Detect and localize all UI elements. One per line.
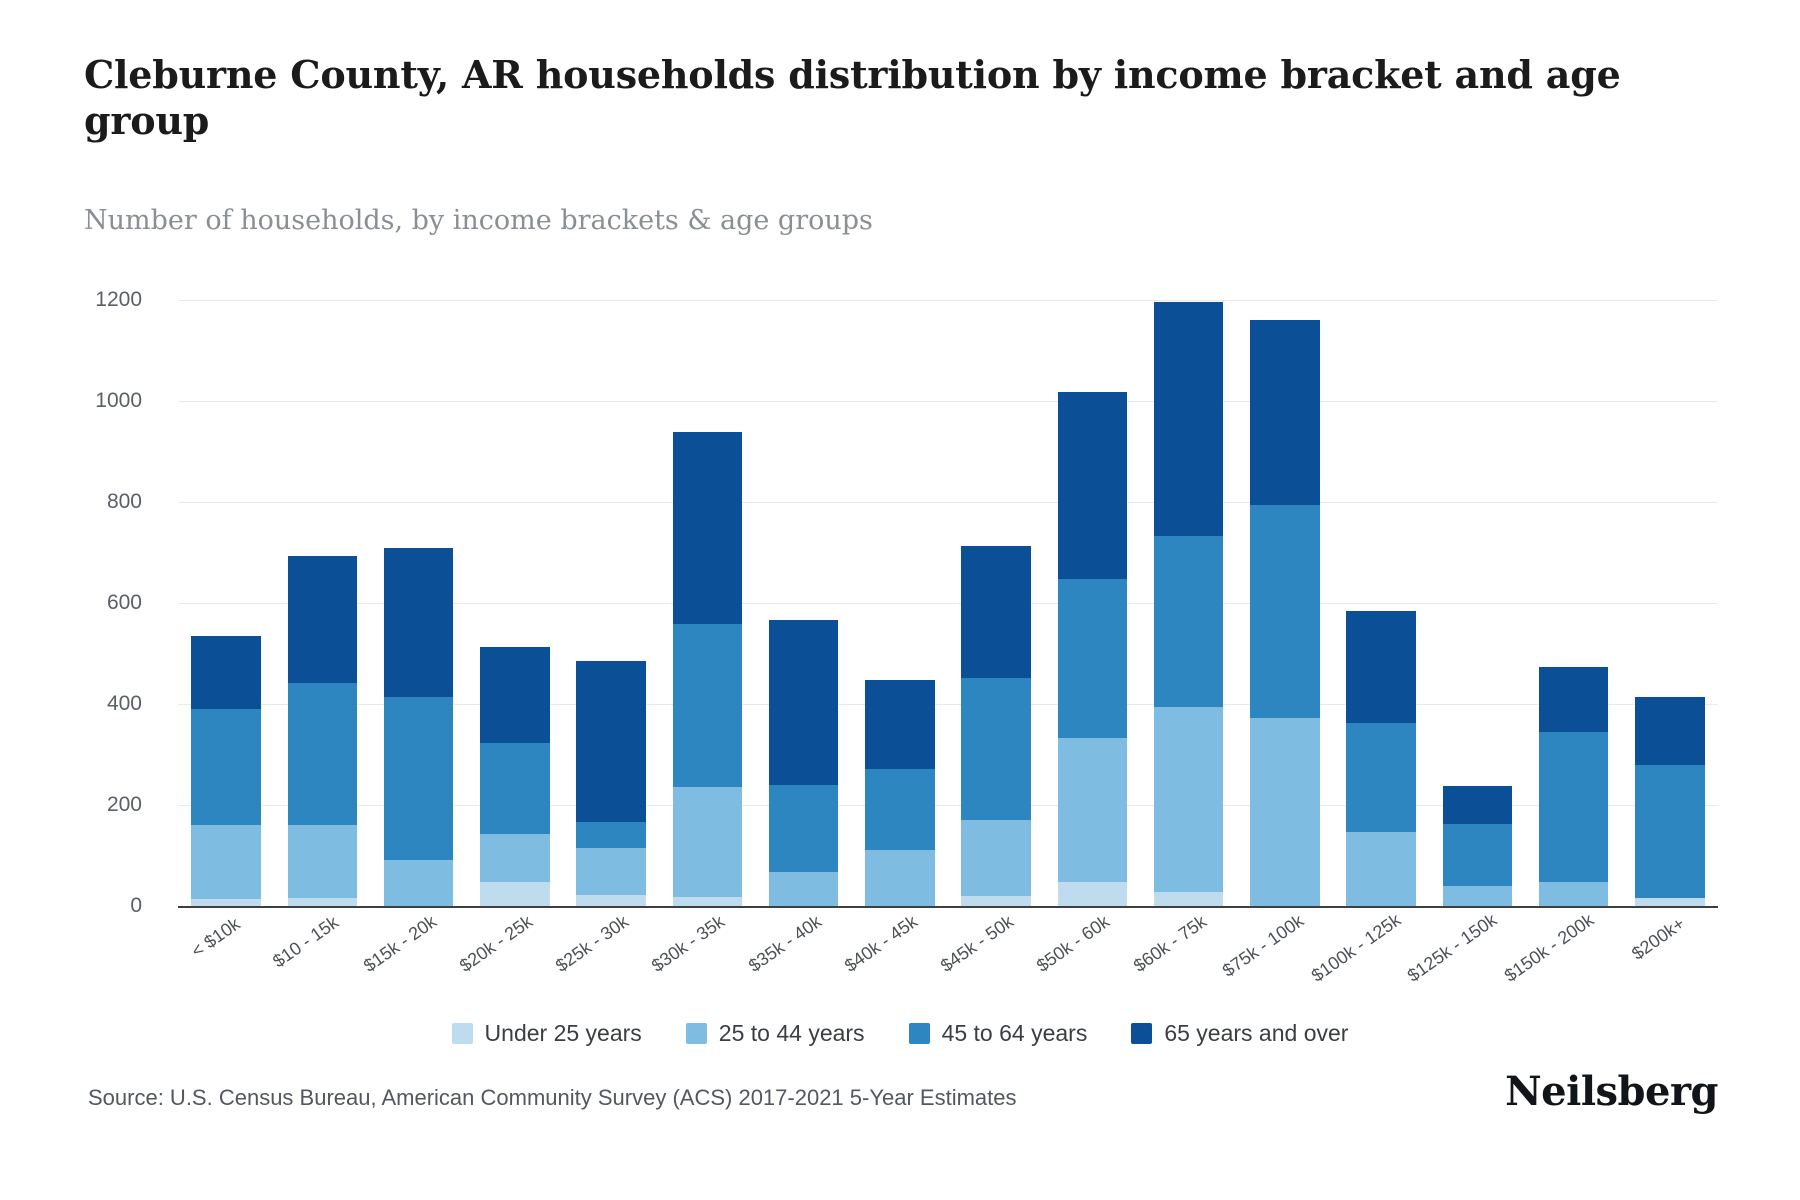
bar-segment[interactable] xyxy=(288,898,357,906)
bar-segment[interactable] xyxy=(480,647,549,743)
stacked-bar[interactable] xyxy=(1058,392,1127,906)
bar-segment[interactable] xyxy=(1539,732,1608,882)
bar-segment[interactable] xyxy=(769,620,838,785)
legend-swatch-icon xyxy=(909,1023,930,1044)
bar-segment[interactable] xyxy=(1443,886,1512,906)
stacked-bar[interactable] xyxy=(1539,667,1608,906)
x-tick-label: $35k - 40k xyxy=(744,911,825,976)
stacked-bar[interactable] xyxy=(480,647,549,906)
legend-swatch-icon xyxy=(686,1023,707,1044)
bar-segment[interactable] xyxy=(673,787,742,897)
brand-logo: Neilsberg xyxy=(1505,1068,1718,1115)
y-tick-label: 400 xyxy=(106,692,142,715)
bar-segment[interactable] xyxy=(1058,738,1127,882)
x-slot xyxy=(1500,909,1622,1032)
legend-item[interactable] xyxy=(686,1020,865,1047)
x-tick-label: $150k - 200k xyxy=(1500,909,1598,986)
stacked-bar[interactable] xyxy=(288,556,357,906)
x-tick-label: $125k - 150k xyxy=(1404,909,1501,986)
bar-slot xyxy=(274,300,370,906)
stacked-bar[interactable] xyxy=(191,636,260,906)
bar-segment[interactable] xyxy=(673,432,742,624)
bar-segment[interactable] xyxy=(384,548,453,696)
legend-item[interactable] xyxy=(909,1020,1088,1047)
legend-label: Under 25 years xyxy=(484,1020,642,1046)
bar-segment[interactable] xyxy=(191,825,260,899)
y-tick-label: 0 xyxy=(130,894,142,917)
stacked-bar[interactable] xyxy=(961,546,1030,906)
x-tick-label: $40k - 45k xyxy=(840,911,921,976)
bar-segment[interactable] xyxy=(769,785,838,872)
bar-segment[interactable] xyxy=(576,661,645,822)
stacked-bar[interactable] xyxy=(769,620,838,906)
stacked-bar[interactable] xyxy=(1635,697,1704,906)
bar-segment[interactable] xyxy=(1154,536,1223,707)
x-slot xyxy=(1129,911,1237,1032)
bar-segment[interactable] xyxy=(961,678,1030,820)
stacked-bar[interactable] xyxy=(865,680,934,906)
chart-legend xyxy=(0,1020,1800,1047)
page-title: Cleburne County, AR households distribution by income bracket and age group xyxy=(84,52,1621,144)
bar-slot xyxy=(467,300,563,906)
stacked-bar[interactable] xyxy=(673,432,742,906)
bar-segment[interactable] xyxy=(1443,824,1512,886)
bar-segment[interactable] xyxy=(1154,302,1223,536)
x-tick-label: $75k - 100k xyxy=(1218,910,1308,981)
bar-segment[interactable] xyxy=(1346,832,1415,906)
bar-segment[interactable] xyxy=(384,697,453,860)
bar-segment[interactable] xyxy=(288,556,357,683)
x-tick-label: < $10k xyxy=(187,913,244,962)
x-slot xyxy=(1622,912,1718,1032)
y-tick-label: 1200 xyxy=(95,288,142,311)
bar-segment[interactable] xyxy=(576,848,645,894)
bar-segment[interactable] xyxy=(191,899,260,906)
legend-swatch-icon xyxy=(1131,1023,1152,1044)
bar-segment[interactable] xyxy=(191,709,260,826)
bar-slot xyxy=(1526,300,1622,906)
bar-slot xyxy=(659,300,755,906)
bar-slot xyxy=(371,300,467,906)
bar-segment[interactable] xyxy=(480,882,549,906)
legend-item[interactable] xyxy=(1131,1020,1348,1047)
bar-slot xyxy=(1622,300,1718,906)
bar-segment[interactable] xyxy=(865,850,934,906)
stacked-bar[interactable] xyxy=(1346,611,1415,906)
bar-segment[interactable] xyxy=(865,680,934,769)
plot-area xyxy=(178,300,1718,906)
bar-slot xyxy=(852,300,948,906)
x-slot xyxy=(551,911,659,1032)
bar-segment[interactable] xyxy=(576,895,645,906)
y-tick-label: 600 xyxy=(106,591,142,614)
x-tick-label: $45k - 50k xyxy=(936,911,1018,976)
bar-segment[interactable] xyxy=(673,897,742,906)
y-tick-label: 800 xyxy=(106,490,142,513)
stacked-bar[interactable] xyxy=(384,548,453,906)
legend-swatch-icon xyxy=(452,1023,473,1044)
bar-segment[interactable] xyxy=(1635,898,1704,906)
legend-item[interactable] xyxy=(452,1020,642,1047)
x-tick-label: $25k - 30k xyxy=(551,911,633,976)
bar-slot xyxy=(1429,300,1525,906)
legend-label: 45 to 64 years xyxy=(941,1020,1088,1046)
bar-segment[interactable] xyxy=(865,769,934,850)
bar-segment[interactable] xyxy=(480,743,549,834)
x-slot xyxy=(936,911,1044,1032)
x-slot xyxy=(359,911,467,1032)
x-slot xyxy=(744,911,852,1032)
bar-slot xyxy=(1141,300,1237,906)
bar-segment[interactable] xyxy=(1346,723,1415,832)
x-slot xyxy=(455,911,563,1032)
bar-segment[interactable] xyxy=(1539,667,1608,732)
axis-line-zero xyxy=(178,906,1718,908)
bar-segment[interactable] xyxy=(1250,505,1319,718)
x-slot xyxy=(648,911,755,1032)
bar-slot xyxy=(178,300,274,906)
x-tick-label: $10 - 15k xyxy=(269,911,343,972)
bar-segment[interactable] xyxy=(1250,718,1319,906)
stacked-bar[interactable] xyxy=(576,661,645,906)
bar-slot xyxy=(1237,300,1333,906)
x-tick-label: $200k+ xyxy=(1627,913,1689,964)
bar-slot xyxy=(1044,300,1140,906)
bar-series-container xyxy=(178,300,1718,906)
bar-segment[interactable] xyxy=(673,624,742,787)
bar-segment[interactable] xyxy=(961,896,1030,906)
x-slot xyxy=(1033,911,1140,1032)
bar-segment[interactable] xyxy=(1635,765,1704,898)
x-tick-label: $50k - 60k xyxy=(1033,911,1114,976)
bar-segment[interactable] xyxy=(1539,882,1608,906)
bar-segment[interactable] xyxy=(480,834,549,882)
x-slot xyxy=(269,911,370,1032)
bar-segment[interactable] xyxy=(961,820,1030,896)
stacked-bar[interactable] xyxy=(1154,302,1223,906)
y-tick-label: 1000 xyxy=(95,389,142,412)
x-tick-label: $60k - 75k xyxy=(1129,911,1210,976)
x-tick-label: $20k - 25k xyxy=(455,911,536,976)
bar-slot xyxy=(948,300,1044,906)
x-tick-label: $100k - 125k xyxy=(1307,909,1405,986)
bar-segment[interactable] xyxy=(1635,697,1704,764)
bar-segment[interactable] xyxy=(1154,707,1223,892)
bar-segment[interactable] xyxy=(576,822,645,848)
y-tick-label: 200 xyxy=(106,793,142,816)
source-note: Source: U.S. Census Bureau, American Community Survey (ACS) 2017-2021 5-Year Estimates xyxy=(88,1085,1017,1110)
y-axis xyxy=(0,288,160,917)
stacked-bar[interactable] xyxy=(1443,786,1512,906)
x-slot xyxy=(840,911,948,1032)
bar-segment[interactable] xyxy=(1346,611,1415,723)
x-slot xyxy=(178,912,274,1032)
bar-segment[interactable] xyxy=(1058,579,1127,738)
bar-segment[interactable] xyxy=(961,546,1030,678)
chart-subtitle: Number of households, by income brackets & age groups xyxy=(84,205,873,236)
bar-segment[interactable] xyxy=(1058,392,1127,579)
bar-segment[interactable] xyxy=(1058,882,1127,906)
bar-segment[interactable] xyxy=(191,636,260,709)
legend-label: 65 years and over xyxy=(1164,1020,1349,1046)
bar-segment[interactable] xyxy=(1443,786,1512,824)
legend-label: 25 to 44 years xyxy=(718,1020,865,1046)
bar-slot xyxy=(563,300,659,906)
x-axis-labels xyxy=(178,909,1718,1032)
bar-segment[interactable] xyxy=(1250,320,1319,505)
bar-slot xyxy=(1333,300,1429,906)
x-tick-label: $15k - 20k xyxy=(359,911,440,976)
bar-segment[interactable] xyxy=(288,825,357,898)
x-tick-label: $30k - 35k xyxy=(648,911,729,976)
bar-segment[interactable] xyxy=(769,872,838,906)
stacked-bar[interactable] xyxy=(1250,320,1319,906)
bar-segment[interactable] xyxy=(1154,892,1223,906)
bar-segment[interactable] xyxy=(288,683,357,825)
bar-slot xyxy=(756,300,852,906)
bar-segment[interactable] xyxy=(384,860,453,906)
